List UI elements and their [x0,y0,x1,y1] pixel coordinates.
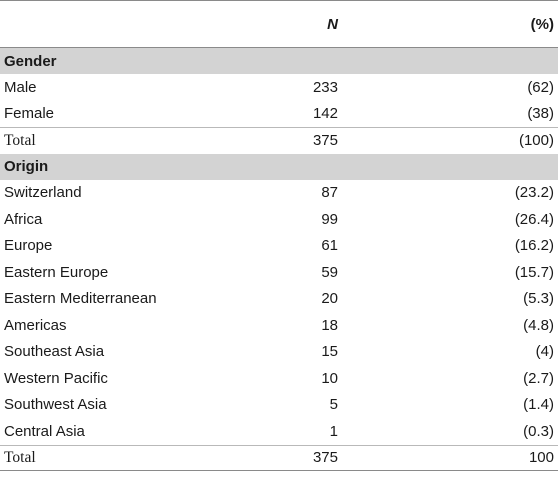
row-label: Eastern Europe [4,263,109,281]
table-row [0,339,558,366]
row-label: Western Pacific [4,369,108,387]
row-pct: (38) [527,105,554,123]
row-label: Americas [4,316,67,334]
row-pct: (1.4) [523,396,554,414]
row-label: Europe [4,237,53,255]
total-label: Total [4,448,36,466]
row-n: 59 [321,263,338,281]
row-n: 5 [329,396,338,414]
total-row [0,445,558,472]
table-row [0,101,558,128]
total-row [0,127,558,154]
row-label: Africa [4,210,43,228]
row-pct: (23.2) [514,184,554,202]
section-label: Gender [4,52,57,70]
total-pct: (100) [518,132,554,150]
table-row [0,418,558,445]
row-pct: (5.3) [523,290,554,308]
row-pct: (26.4) [514,210,554,228]
row-n: 87 [321,184,338,202]
section-origin [0,154,558,180]
row-pct: (15.7) [514,263,554,281]
table-header-row [0,0,558,48]
row-n: 18 [321,316,338,334]
table-row [0,312,558,339]
table-row [0,180,558,207]
total-label: Total [4,131,36,149]
row-n: 1 [329,422,338,440]
table-row [0,259,558,286]
row-label: Eastern Mediterranean [4,290,157,308]
row-label: Male [4,78,37,96]
section-gender [0,48,558,74]
table-row [0,365,558,392]
row-n: 15 [321,343,338,361]
row-label: Southeast Asia [4,343,105,361]
row-n: 142 [312,105,338,123]
row-pct: (16.2) [514,237,554,255]
row-pct: (2.7) [523,369,554,387]
row-n: 20 [321,290,338,308]
row-n: 61 [321,237,338,255]
table-row [0,206,558,233]
row-pct: (0.3) [523,422,554,440]
total-n: 375 [312,132,338,150]
row-label: Switzerland [4,184,82,202]
header-n: N [327,15,338,33]
row-label: Central Asia [4,422,85,440]
total-pct: 100 [528,449,554,467]
table-row [0,74,558,101]
section-label: Origin [4,158,49,175]
row-pct: (62) [527,78,554,96]
row-n: 99 [321,210,338,228]
total-n: 375 [312,449,338,467]
row-n: 10 [321,369,338,387]
row-label: Southwest Asia [4,396,107,414]
table-row [0,233,558,260]
table-row [0,392,558,419]
row-n: 233 [312,78,338,96]
row-pct: (4.8) [523,316,554,334]
row-label: Female [4,105,55,123]
row-pct: (4) [535,343,554,361]
header-pct: (%) [530,15,554,33]
table-row [0,286,558,313]
